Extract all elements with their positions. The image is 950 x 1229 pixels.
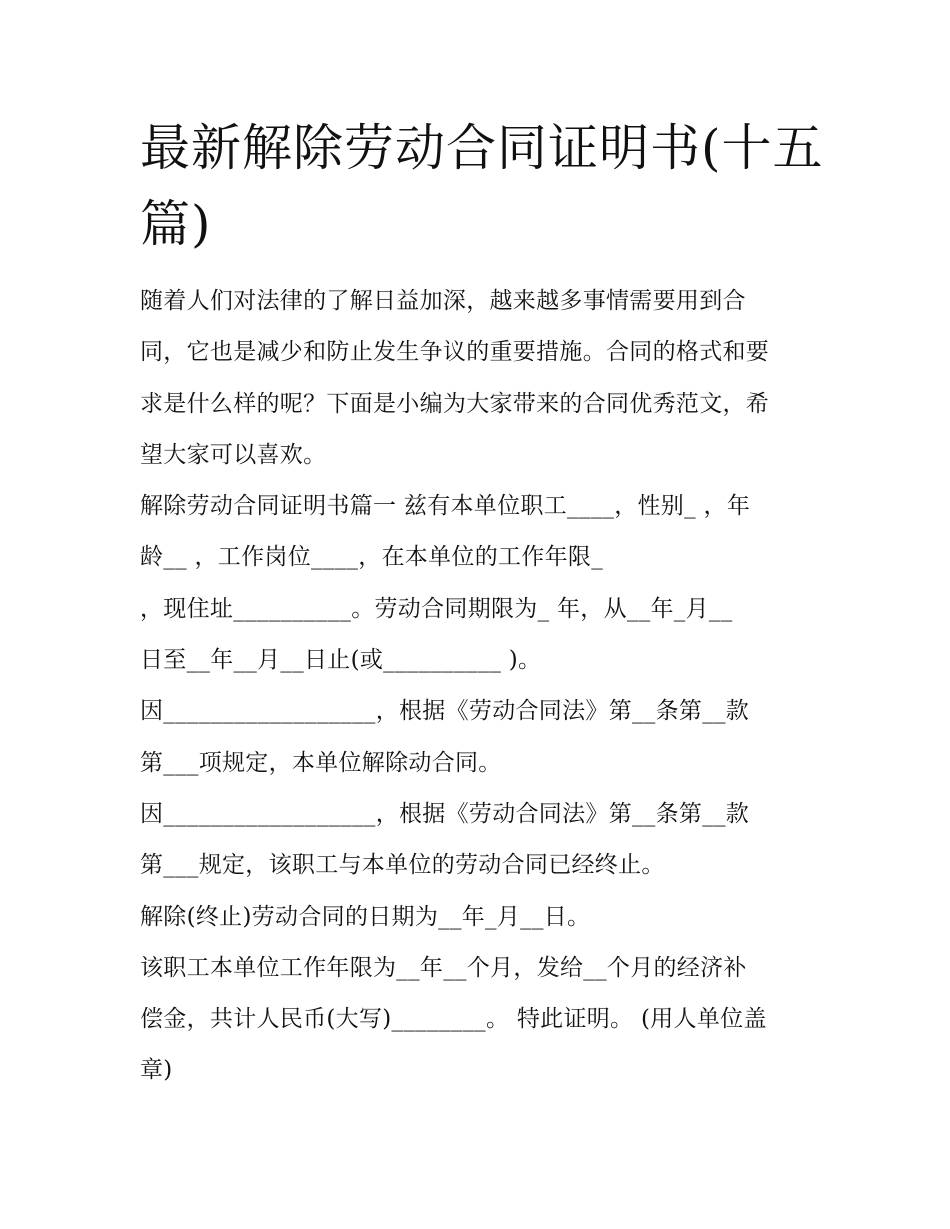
document-body (140, 276, 820, 1097)
intro-line: 随着人们对法律的了解日益加深，越来越多事情需要用到合 (140, 288, 746, 314)
intro-line: 望大家可以喜欢。 (140, 441, 327, 468)
certificate-line: ，现住址__________。劳动合同期限为_ 年，从__年_月__ (140, 595, 733, 622)
certificate-line: 龄__ ，工作岗位____，在本单位的工作年限_ (140, 544, 604, 571)
certificate-line: 解除劳动合同证明书篇一 兹有本单位职工____，性别_ ，年 (140, 493, 751, 520)
expiry-reason-line: 第___规定，该职工与本单位的劳动合同已经终止。 (140, 852, 665, 879)
title-line: 篇) (140, 195, 212, 253)
title-line: 最新解除劳动合同证明书(十五 (140, 119, 824, 177)
compensation-line: 章) (140, 1057, 173, 1084)
expiry-reason-line: 因__________________，根据《劳动合同法》第__条第__款 (140, 800, 750, 827)
compensation-line: 偿金，共计人民币(大写)________。 特此证明。 (用人单位盖 (140, 1006, 767, 1033)
termination-reason-line: 因__________________，根据《劳动合同法》第__条第__款 (140, 698, 750, 725)
intro-line: 求是什么样的呢？下面是小编为大家带来的合同优秀范文，希 (140, 390, 770, 417)
document-title (140, 110, 824, 262)
compensation-line: 该职工本单位工作年限为__年__个月，发给__个月的经济补 (140, 954, 747, 981)
termination-reason-line: 第___项规定，本单位解除动合同。 (140, 749, 502, 776)
intro-line: 同，它也是减少和防止发生争议的重要措施。合同的格式和要 (140, 339, 770, 366)
certificate-line: 日至__年__月__日止(或__________ )。 (140, 647, 542, 674)
termination-date-line: 解除(终止)劳动合同的日期为__年_月__日。 (140, 903, 591, 930)
